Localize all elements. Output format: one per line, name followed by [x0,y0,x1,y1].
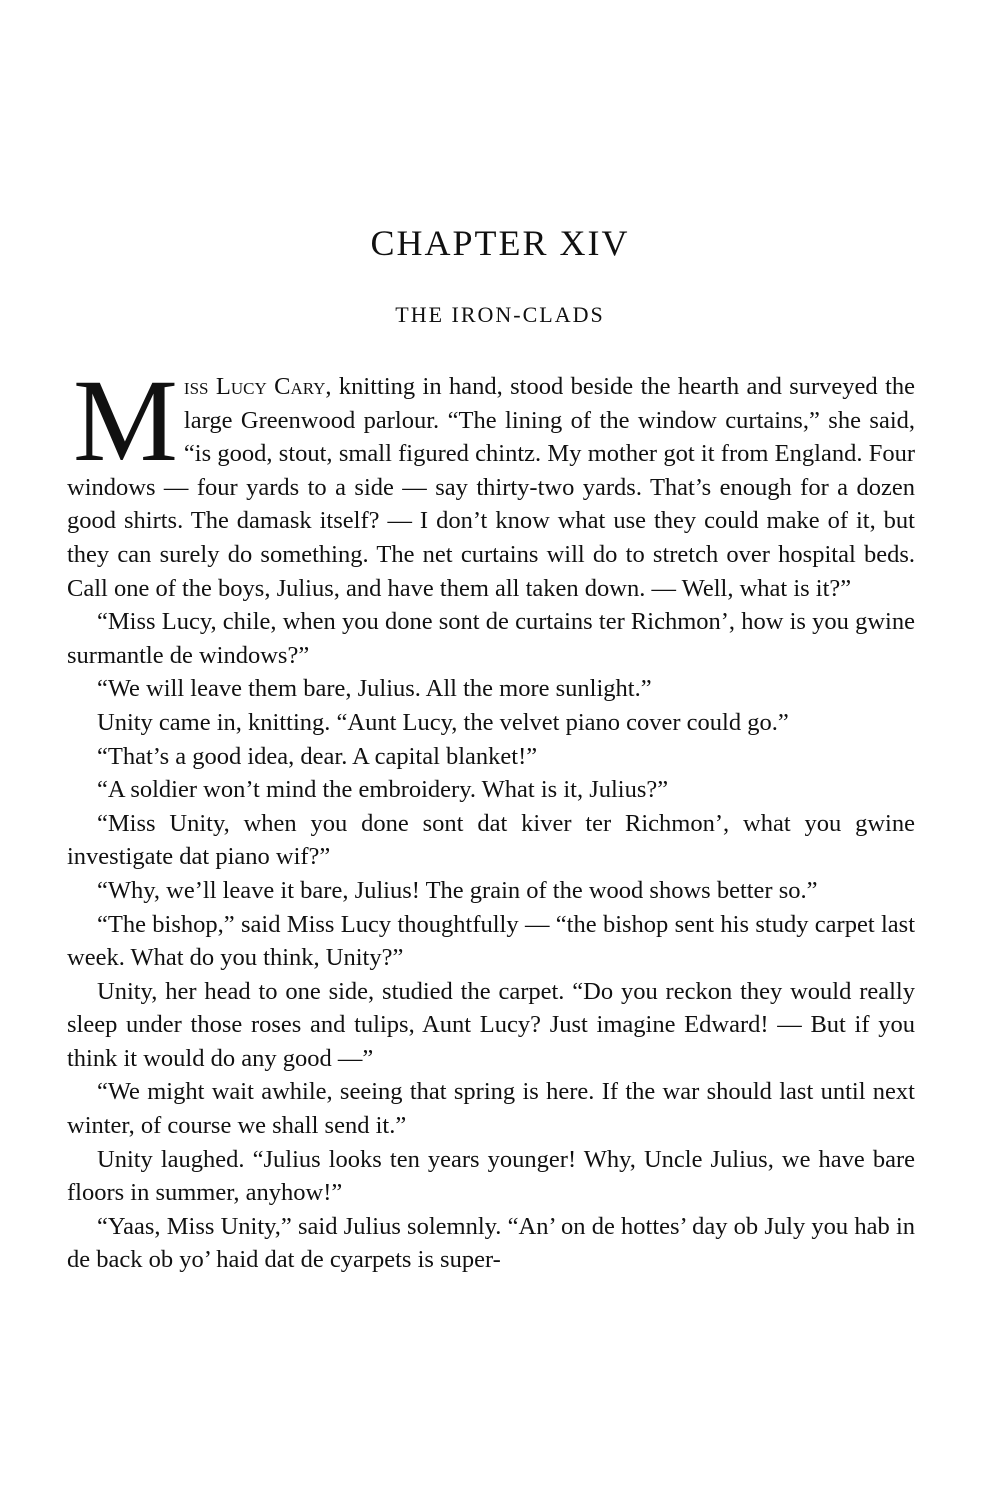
chapter-title: CHAPTER XIV [370,223,630,263]
opening-text: knitting in hand, stood beside the hearth and surveyed the large Greenwood parlour. “The lining of the window curtains,” she said, “is good, stout, small figured chintz. My mother got it from England. Four windows — four yards to a side — say thirty-two yards. That’s enough for a dozen good shirts. The damask itself? — I don’t know what use they could make of it, but they can surely do something. The net curtains will do to stretch over hospital beds. Call one of the boys, Julius, and have them all taken down. — Well, what is it?” [67,373,915,602]
paragraph: “We will leave them bare, Julius. All the more sunlight.” [97,675,652,703]
paragraph: “A soldier won’t mind the embroidery. What is it, Julius?” [97,776,669,804]
paragraph: “Yaas, Miss Unity,” said Julius solemnly. “An’ on de hottes’ day ob July you hab in de back ob yo’ haid dat de cyarpets is super- [67,1212,915,1274]
paragraph: “The bishop,” said Miss Lucy thoughtfully — “the bishop sent his study carpet last week. What do you think, Unity?” [67,910,915,972]
paragraph: “Why, we’ll leave it bare, Julius! The grain of the wood shows better so.” [97,876,818,904]
paragraph: Unity, her head to one side, studied the carpet. “Do you reckon they would really sleep under those roses and tulips, Aunt Lucy? Just imagine Edward! — But if you think it would do any good —” [67,977,915,1072]
opening-paragraph [67,355,915,605]
chapter-subtitle: THE IRON-CLADS [395,302,605,327]
paragraph: Unity laughed. “Julius looks ten years younger! Why, Uncle Julius, we have bare floors in summer, anyhow!” [67,1145,915,1207]
opening-smallcaps: iss Lucy Cary, [183,373,332,400]
paragraph: “Miss Lucy, chile, when you done sont de curtains ter Richmon’, how is you gwine surmantle de windows?” [67,608,915,669]
paragraph: “That’s a good idea, dear. A capital blanket!” [97,742,538,770]
chapter-body [67,355,915,1277]
paragraph: “We might wait awhile, seeing that spring is here. If the war should last until next winter, of course we shall send it.” [67,1078,915,1140]
paragraph: Unity came in, knitting. “Aunt Lucy, the velvet piano cover could go.” [97,708,789,736]
drop-cap: M [73,355,178,486]
paragraph: “Miss Unity, when you done sont dat kiver ter Richmon’, what you gwine investigate dat piano wif?” [67,809,915,871]
